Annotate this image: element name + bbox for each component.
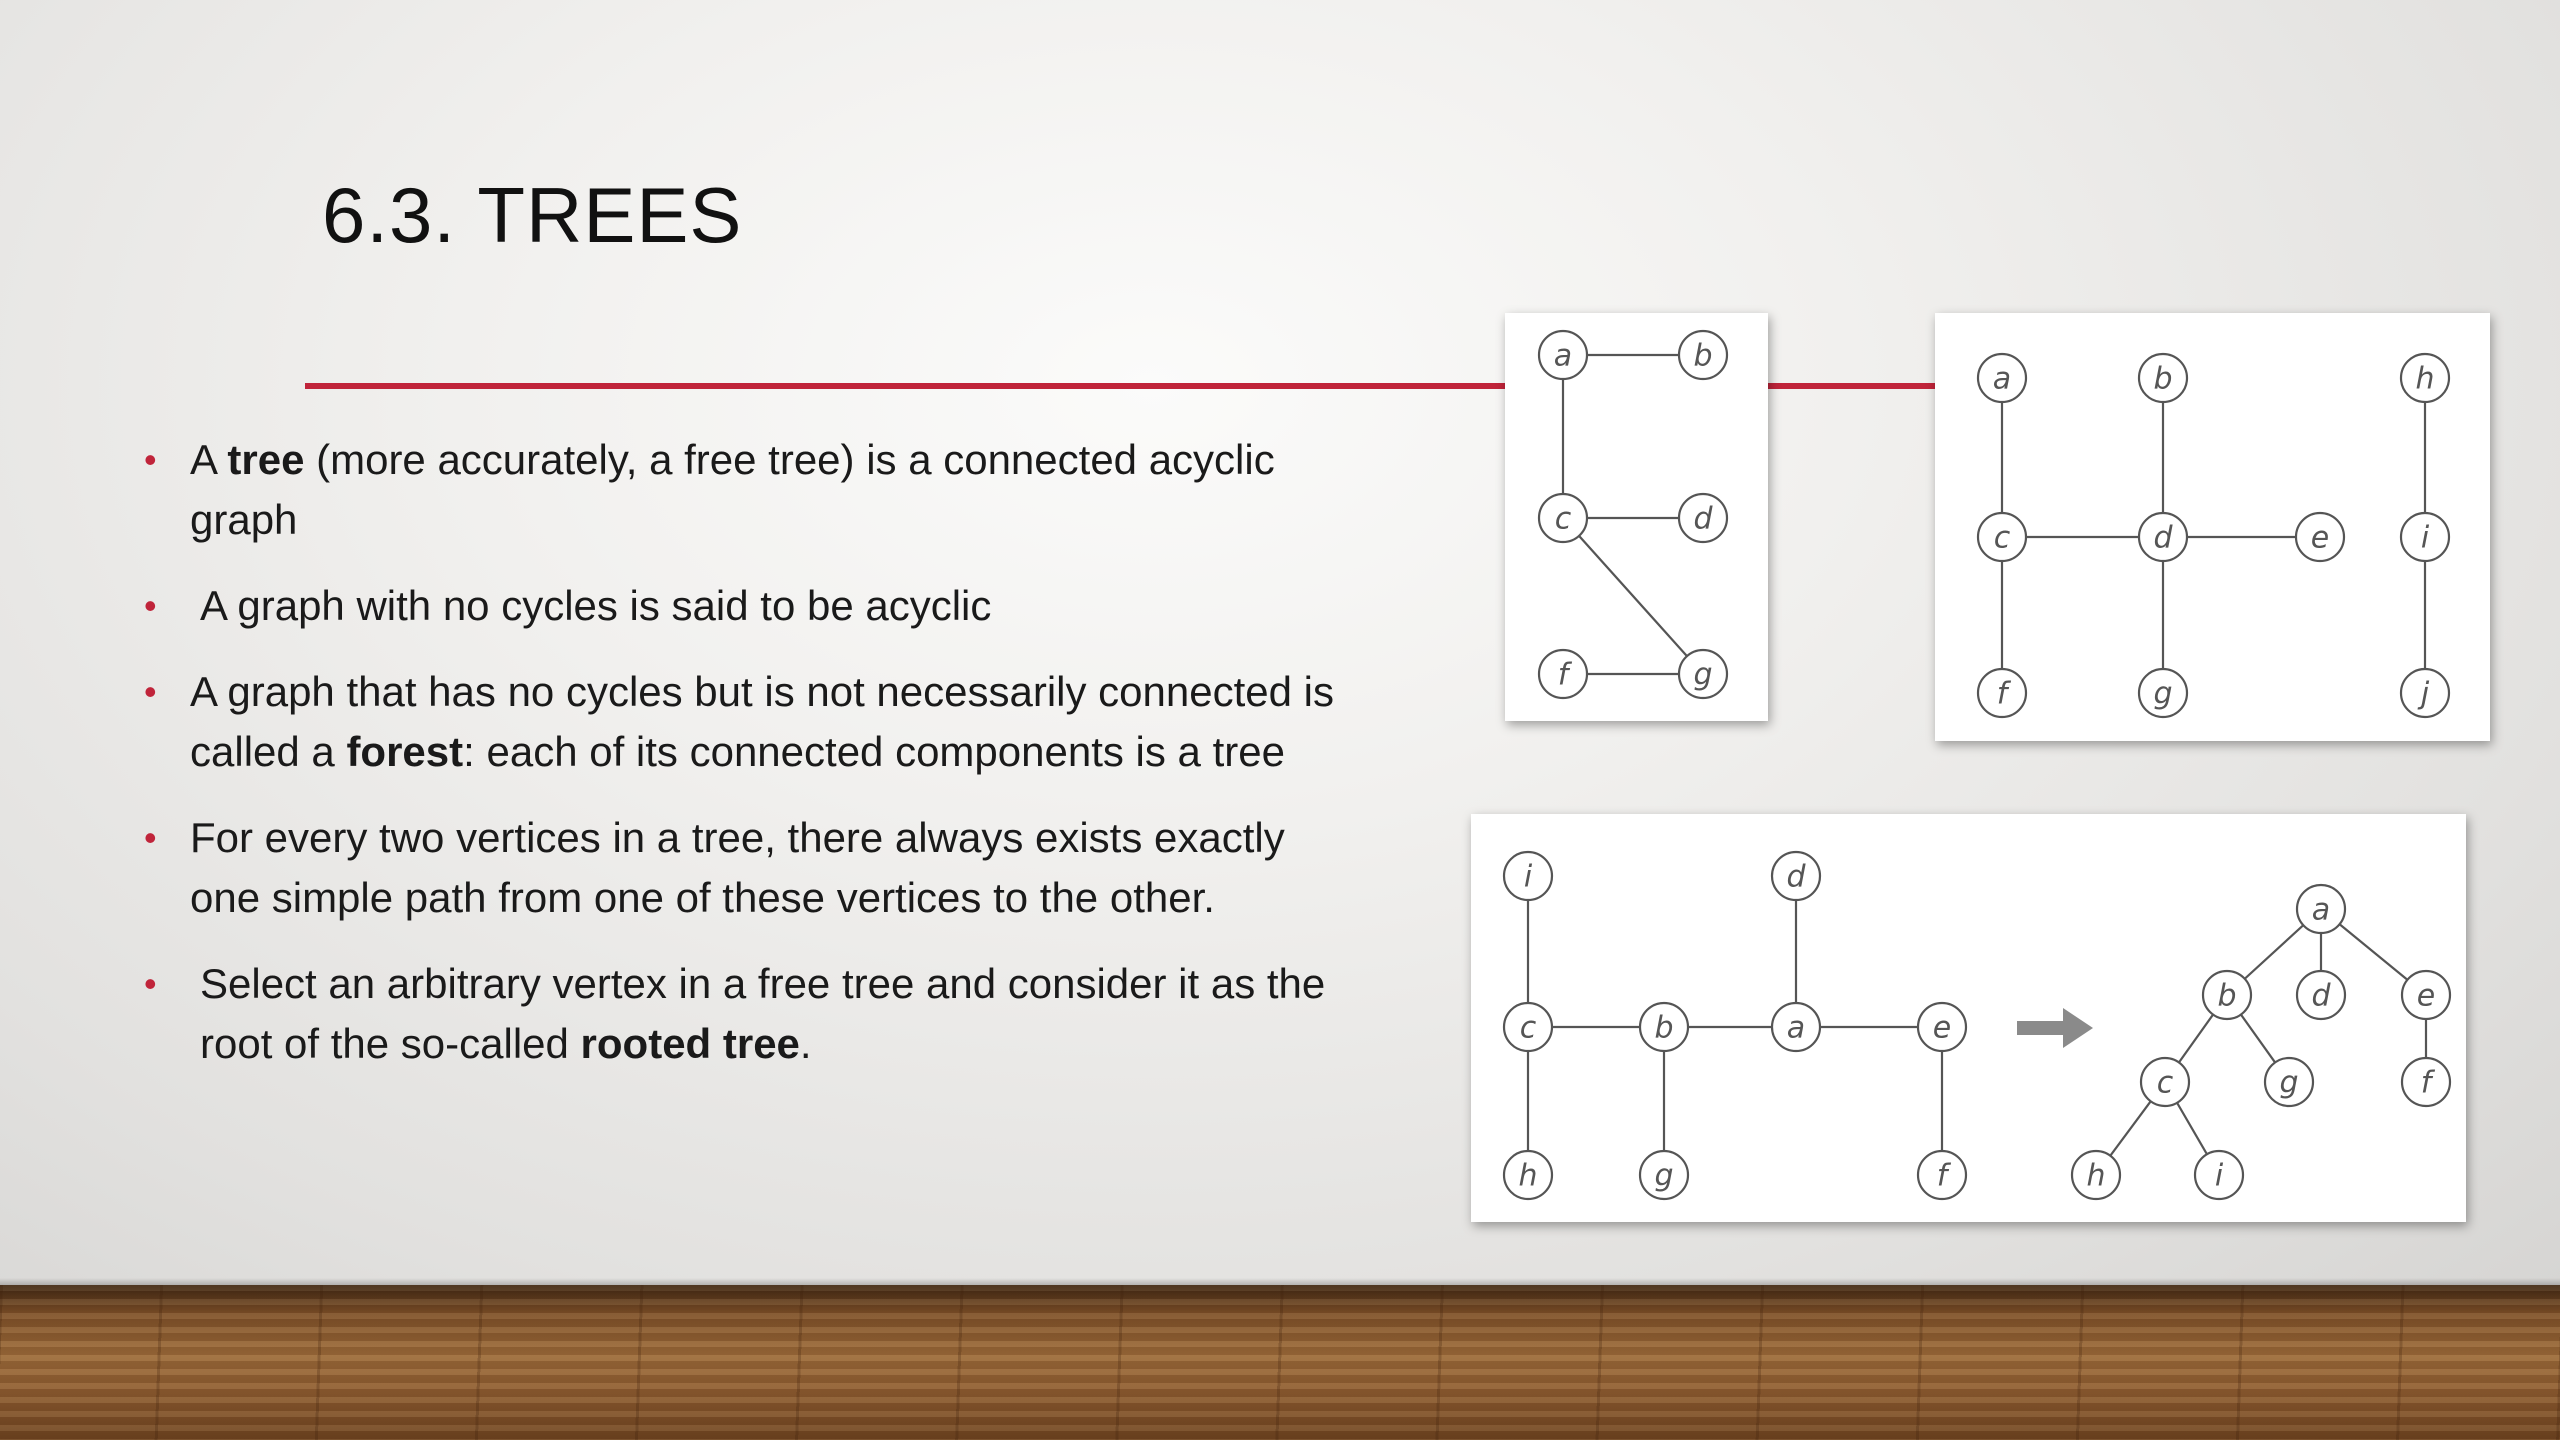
rooted-tree-node-label: c bbox=[2156, 1065, 2174, 1101]
forest-node-label: d bbox=[2153, 520, 2173, 556]
tree-graph bbox=[1505, 313, 1768, 721]
rooted-tree-node-e bbox=[2402, 971, 2450, 1019]
forest-node-label: c bbox=[1993, 520, 2011, 556]
rooted-tree-node-f bbox=[2402, 1058, 2450, 1106]
forest-node-i bbox=[2401, 513, 2449, 561]
forest-node-label: a bbox=[1992, 361, 2012, 397]
bullet-item bbox=[140, 576, 1360, 636]
free-tree-node-label: c bbox=[1519, 1010, 1537, 1046]
bullet-list bbox=[140, 430, 1360, 1100]
free-tree-node-i bbox=[1504, 852, 1552, 900]
forest-node-g bbox=[2139, 669, 2187, 717]
free-tree-node-f bbox=[1918, 1151, 1966, 1199]
forest-node-label: g bbox=[2153, 676, 2173, 712]
tree-node-label: f bbox=[1557, 657, 1569, 693]
forest-node-b bbox=[2139, 354, 2187, 402]
rooted-tree-node-label: a bbox=[2311, 892, 2331, 928]
bullet-bold: rooted tree bbox=[580, 1020, 800, 1067]
forest-node-h bbox=[2401, 354, 2449, 402]
forest-node-label: b bbox=[2153, 361, 2173, 397]
bullet-item bbox=[140, 662, 1360, 782]
tree-node-f bbox=[1539, 650, 1587, 698]
tree-node-label: g bbox=[1693, 657, 1713, 693]
tree-node-g bbox=[1679, 650, 1727, 698]
forest-node-f bbox=[1978, 669, 2026, 717]
forest-node-label: e bbox=[2310, 520, 2330, 556]
rooted-tree-node-label: e bbox=[2416, 978, 2436, 1014]
bullet-text: : each of its connected components is a tree bbox=[463, 728, 1285, 775]
free-tree-node-label: h bbox=[1518, 1158, 1538, 1194]
right-arrow-icon bbox=[2017, 1008, 2093, 1048]
bullet-text: A graph with no cycles is said to be acyclic bbox=[200, 582, 992, 629]
forest-node-label: j bbox=[2420, 676, 2430, 712]
tree-node-label: d bbox=[1693, 501, 1713, 537]
rooted-tree-node-c bbox=[2141, 1058, 2189, 1106]
tree-node-b bbox=[1679, 331, 1727, 379]
bullet-text: A bbox=[190, 436, 228, 483]
forest-node-a bbox=[1978, 354, 2026, 402]
bullet-dot-icon: • bbox=[144, 671, 157, 712]
bullet-text: For every two vertices in a tree, there always exists exactly one simple path from one of these vertices to the other. bbox=[190, 814, 1285, 921]
bullet-bold: tree bbox=[227, 436, 305, 483]
forest-node-e bbox=[2296, 513, 2344, 561]
forest-node-label: h bbox=[2415, 361, 2435, 397]
tree-diagram-panel bbox=[1505, 313, 1768, 721]
rooted-tree-node-label: i bbox=[2214, 1158, 2224, 1194]
rooted-tree-node-i bbox=[2195, 1151, 2243, 1199]
free-to-rooted-graph bbox=[1471, 814, 2466, 1222]
free-tree-group bbox=[1504, 852, 1966, 1199]
free-tree-node-label: e bbox=[1932, 1010, 1952, 1046]
free-tree-node-c bbox=[1504, 1003, 1552, 1051]
free-tree-node-label: f bbox=[1936, 1158, 1948, 1194]
rooted-tree-diagram-panel bbox=[1471, 814, 2466, 1222]
tree-node-a bbox=[1539, 331, 1587, 379]
rooted-tree-node-d bbox=[2297, 971, 2345, 1019]
forest-diagram-panel bbox=[1935, 313, 2490, 741]
tree-node-label: c bbox=[1554, 501, 1572, 537]
bullet-item bbox=[140, 808, 1360, 928]
bullet-text: Select an arbitrary vertex in a free tree and consider it as the root of the so-called bbox=[200, 960, 1326, 1067]
rooted-tree-node-label: h bbox=[2086, 1158, 2106, 1194]
bullet-text: A graph that has no cycles but is not necessarily connected is called a bbox=[190, 668, 1334, 775]
free-tree-node-h bbox=[1504, 1151, 1552, 1199]
tree-group bbox=[1539, 331, 1727, 698]
rooted-tree-node-label: b bbox=[2217, 978, 2237, 1014]
bullet-item bbox=[140, 430, 1360, 550]
bullet-bold: forest bbox=[346, 728, 464, 775]
forest-node-label: i bbox=[2420, 520, 2430, 556]
free-tree-node-e bbox=[1918, 1003, 1966, 1051]
rooted-tree-group bbox=[2072, 885, 2450, 1199]
bullet-dot-icon: • bbox=[144, 817, 157, 858]
tree-node-label: a bbox=[1553, 338, 1573, 374]
forest-group bbox=[1978, 354, 2449, 717]
free-tree-node-b bbox=[1640, 1003, 1688, 1051]
slide-title: 6.3. TREES bbox=[322, 171, 743, 259]
forest-node-label: f bbox=[1996, 676, 2008, 712]
free-tree-node-label: b bbox=[1654, 1010, 1674, 1046]
bullet-text: (more accurately, a free tree) is a connected acyclic graph bbox=[190, 436, 1275, 543]
wood-floor bbox=[0, 1285, 2560, 1440]
rooted-tree-node-h bbox=[2072, 1151, 2120, 1199]
bullet-dot-icon: • bbox=[144, 963, 157, 1004]
tree-node-d bbox=[1679, 494, 1727, 542]
bullet-dot-icon: • bbox=[144, 439, 157, 480]
bullet-item bbox=[140, 954, 1360, 1074]
free-tree-node-label: a bbox=[1786, 1010, 1806, 1046]
rooted-tree-node-a bbox=[2297, 885, 2345, 933]
free-tree-node-label: g bbox=[1654, 1158, 1674, 1194]
free-tree-node-label: d bbox=[1786, 859, 1806, 895]
forest-node-j bbox=[2401, 669, 2449, 717]
bullet-dot-icon: • bbox=[144, 585, 157, 626]
rooted-tree-node-label: g bbox=[2279, 1065, 2299, 1101]
free-tree-node-a bbox=[1772, 1003, 1820, 1051]
tree-node-c bbox=[1539, 494, 1587, 542]
forest-graph bbox=[1935, 313, 2490, 741]
free-tree-node-g bbox=[1640, 1151, 1688, 1199]
rooted-tree-node-label: f bbox=[2420, 1065, 2432, 1101]
forest-node-c bbox=[1978, 513, 2026, 561]
bullet-text: . bbox=[799, 1020, 812, 1067]
rooted-tree-node-b bbox=[2203, 971, 2251, 1019]
free-tree-node-d bbox=[1772, 852, 1820, 900]
forest-node-d bbox=[2139, 513, 2187, 561]
rooted-tree-node-label: d bbox=[2311, 978, 2331, 1014]
rooted-tree-node-g bbox=[2265, 1058, 2313, 1106]
free-tree-node-label: i bbox=[1523, 859, 1533, 895]
tree-edge-c-g bbox=[1563, 518, 1703, 674]
tree-node-label: b bbox=[1693, 338, 1713, 374]
